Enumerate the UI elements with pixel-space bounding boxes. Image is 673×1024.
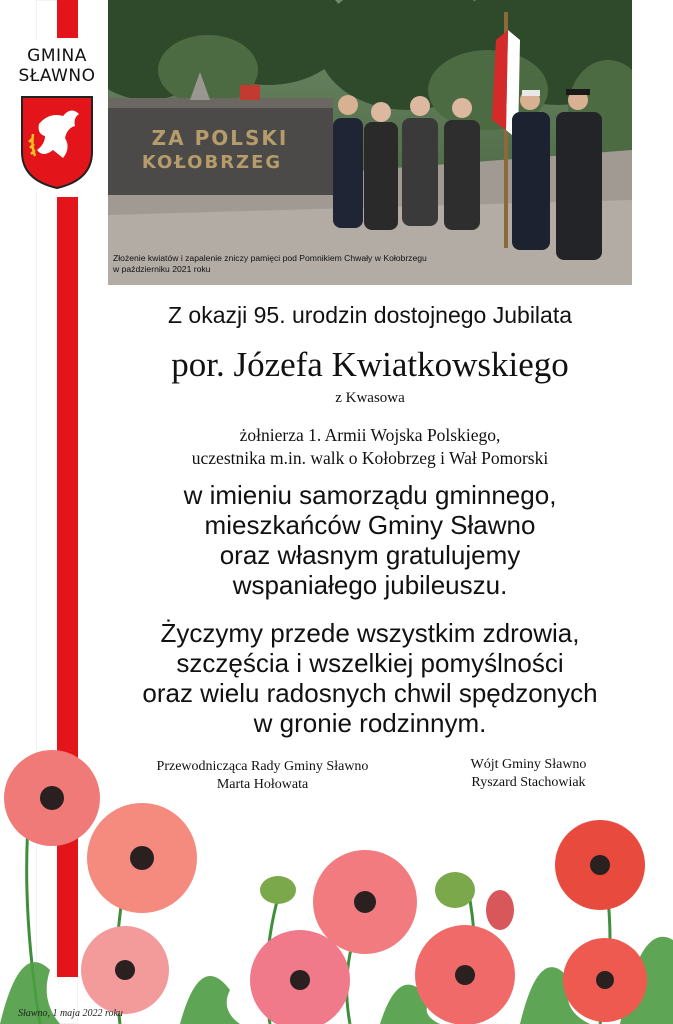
logo-text-line1: GMINA [27,46,87,66]
description [108,424,632,470]
description-line2: uczestnika m.in. walk o Kołobrzeg i Wał Pomorski [191,448,549,468]
congratulations-text [108,480,632,600]
photo-caption [113,253,513,275]
coat-of-arms-icon [19,94,95,190]
signature-right-title: Wójt Gminy Sławno [470,757,587,772]
wishes-text [108,618,632,738]
gmina-logo [14,40,100,190]
caption-line1: Złożenie kwiatów i zapalenie zniczy pamięci pod Pomnikiem Chwały w Kołobrzegu [113,253,427,263]
greeting1-line: mieszkańców Gminy Sławno [204,510,536,540]
caption-line2: w październiku 2021 roku [113,264,211,274]
monument-inscription-line1: ZA POLSKI [151,126,289,150]
place-date: Sławno, 1 maja 2022 roku [18,1008,123,1019]
signature-right-name: Ryszard Stachowiak [471,775,586,790]
monument-inscription-line2: KOŁOBRZEG [141,152,283,173]
logo-text-line2: SŁAWNO [18,66,96,86]
red-stripe-top [57,0,78,38]
ceremony-photo [108,0,632,285]
greeting2-line: oraz wielu radosnych chwil spędzonych [142,678,598,708]
jubilee-name: por. Józefa Kwiatkowskiego [171,345,569,384]
origin-text: z Kwasowa [335,390,405,406]
signature-mayor [436,756,621,792]
signature-left-title: Przewodnicząca Rady Gminy Sławno [156,759,369,774]
occasion-heading: Z okazji 95. urodzin dostojnego Jubilata [167,302,573,328]
signature-left-name: Marta Hołowata [216,777,309,792]
greeting1-line: oraz własnym gratulujemy [219,540,521,570]
greeting1-line: wspaniałego jubileuszu. [232,570,508,600]
greeting2-line: w gronie rodzinnym. [253,708,487,738]
description-line1: żołnierza 1. Armii Wojska Polskiego, [239,425,501,445]
greeting1-line: w imieniu samorządu gminnego, [183,480,557,510]
signature-council-chair [120,758,405,794]
greeting2-line: szczęścia i wszelkiej pomyślności [176,648,564,678]
greeting2-line: Życzymy przede wszystkim zdrowia, [160,618,580,648]
